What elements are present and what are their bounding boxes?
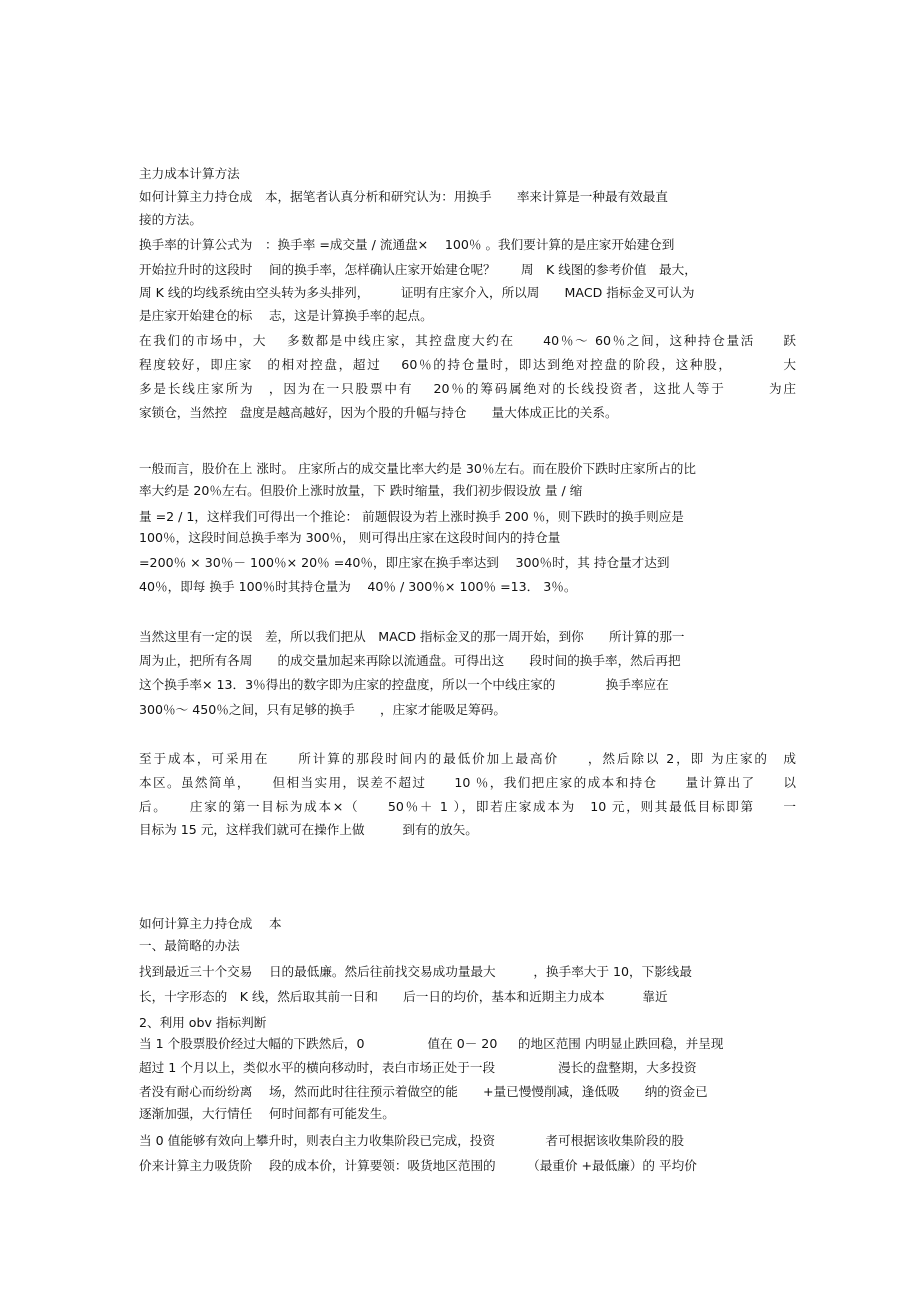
section-heading-1: 一、最简略的办法 <box>139 938 240 953</box>
section-title: 如何计算主力持仓成 本 <box>139 916 282 931</box>
para2-line: 量 =2 / 1，这样我们可得出一个推论： 前题假设为若上涨时换手 200 ％，则下跌时的换手则应是 <box>139 509 684 524</box>
para2-line: 率大约是 20％左右。但股价上涨时放量，下 跌时缩量，我们初步假设放 量 / 缩 <box>139 483 583 498</box>
para6-line: 当 0 值能够有效向上攀升时，则表白主力收集阶段已完成，投资 者可根据该收集阶段的股 <box>139 1133 684 1148</box>
para3-line: 300％～ 450％之间，只有足够的换手 ，庄家才能吸足筹码。 <box>139 702 506 717</box>
para4-line: 后。 庄家的第一目标为成本×（ 50％＋ 1 ），即若庄家成本为 10 元，则其最低目标即第 一 <box>139 799 796 814</box>
para1-line: 是庄家开始建仓的标 志，这是计算换手率的起点。 <box>139 308 433 323</box>
para1-line: 换手率的计算公式为 ：换手率 =成交量 / 流通盘× 100％ 。我们要计算的是庄家开始建仓到 <box>139 237 675 252</box>
para6-line: 价来计算主力吸货阶 段的成本价，计算要领：吸货地区范围的 （最重价 +最低廉）的 平均价 <box>139 1158 697 1173</box>
para2-line: 40％，即每 换手 100％时其持仓量为 40％ / 300％× 100％ =13． 3％。 <box>139 579 577 594</box>
para6-line: 者没有耐心而纷纷离 场，然而此时往往预示着做空的能 +量已慢慢削减，逢低吸 纳的资金已 <box>139 1084 708 1099</box>
para6-line: 当 1 个股票股价经过大幅的下跌然后，0 值在 0－ 20 的地区范围 内明显止跌回稳，并呈现 <box>139 1036 724 1051</box>
para1-line: 程度较好，即庄家 的相对控盘，超过 60％的持仓量时，即达到绝对控盘的阶段，这种股， 大 <box>139 357 796 372</box>
para2-line: 一般而言，股价在上 涨时。 庄家所占的成交量比率大约是 30％左右。而在股价下跌时庄家所占的比 <box>139 461 696 476</box>
para1-line: 开始拉升时的这段时 间的换手率，怎样确认庄家开始建仓呢？ 周 K 线图的参考价值 最大， <box>139 262 697 277</box>
section-heading-2: 2、利用 obv 指标判断 <box>139 1015 267 1030</box>
para4-line: 至于成本，可采用在 所计算的那段时间内的最低价加上最高价 ，然后除以 2，即 为庄家的 成 <box>139 751 796 766</box>
para3-line: 周为止，把所有各周 的成交量加起来再除以流通盘。可得出这 段时间的换手率，然后再把 <box>139 653 681 668</box>
para4-line: 目标为 15 元，这样我们就可在操作上做 到有的放矢。 <box>139 822 478 837</box>
para5-line: 找到最近三十个交易 日的最低廉。然后往前找交易成功量最大 ，换手率大于 10，下影线最 <box>139 964 692 979</box>
para1-line: 周 K 线的均线系统由空头转为多头排列， 证明有庄家介入，所以周 MACD 指标金叉可认为 <box>139 285 695 300</box>
para2-line: =200％ × 30％－ 100％× 20％ =40％，即庄家在换手率达到 300％时，其 持仓量才达到 <box>139 555 670 570</box>
para1-line: 家锁仓，当然控 盘度是越高越好，因为个股的升幅与持仓 量大体成正比的关系。 <box>139 405 618 420</box>
para1-line: 接的方法。 <box>139 212 202 227</box>
para5-line: 长，十字形态的 K 线，然后取其前一日和 后一日的均价，基本和近期主力成本 靠近 <box>139 989 668 1004</box>
doc-title: 主力成本计算方法 <box>139 166 240 181</box>
para4-line: 本区。虽然简单， 但相当实用，误差不超过 10 ％，我们把庄家的成本和持仓 量计算出了 以 <box>139 775 796 790</box>
para1-line: 在我们的市场中，大 多数都是中线庄家，其控盘度大约在 40％～ 60％之间，这种持仓量活 跃 <box>139 333 796 348</box>
para6-line: 逐渐加强，大行情任 何时间都有可能发生。 <box>139 1106 395 1121</box>
para3-line: 当然这里有一定的误 差，所以我们把从 MACD 指标金叉的那一周开始，到你 所计算的那一 <box>139 629 685 644</box>
para1-line: 多是长线庄家所为 ，因为在一只股票中有 20％的筹码属绝对的长线投资者，这批人等于 为庄 <box>139 381 796 396</box>
para6-line: 超过 1 个月以上，类似水平的横向移动时，表白市场正处于一段 漫长的盘整期，大多投资 <box>139 1060 697 1075</box>
para3-line: 这个换手率× 13．3％得出的数字即为庄家的控盘度，所以一个中线庄家的 换手率应在 <box>139 677 669 692</box>
para2-line: 100％，这段时间总换手率为 300％， 则可得出庄家在这段时间内的持仓量 <box>139 530 561 545</box>
para1-line: 如何计算主力持仓成 本，据笔者认真分析和研究认为：用换手 率来计算是一种最有效最直 <box>139 189 668 204</box>
